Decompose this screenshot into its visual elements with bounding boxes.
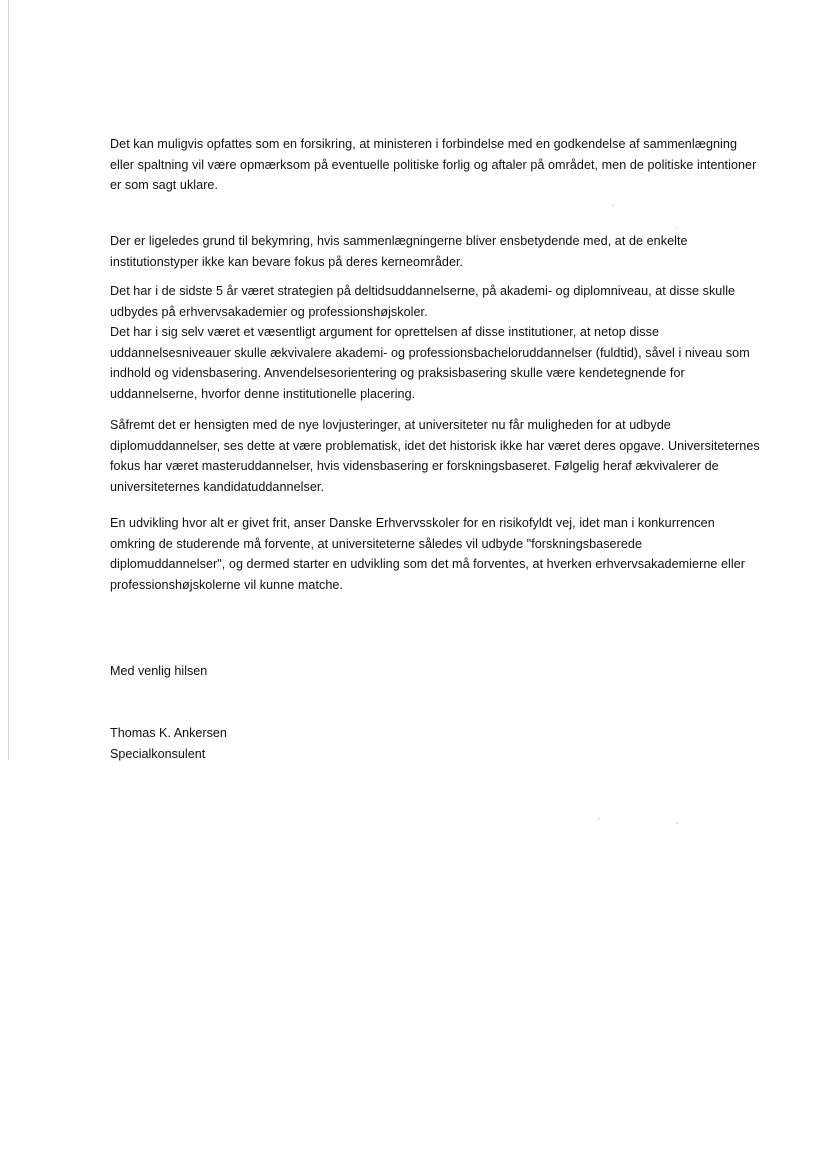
scan-speck	[612, 205, 614, 206]
letter-paragraph-2	[110, 231, 760, 272]
scan-speck	[598, 818, 600, 819]
scan-speck	[676, 227, 678, 228]
paragraph-text: Såfremt det er hensigten med de nye lovjusteringer, at universiteter nu får muligheden for at udbyde diplomuddannelser, ses dette at være problematisk, idet det historisk ikke har været deres opgave. Universiteternes fokus har været masteruddannelser, hvis vidensbasering er forskningsbaseret. Følgelig heraf ækvivalerer de universiteternes kandidatuddannelser.	[110, 418, 760, 494]
letter-paragraph-3	[110, 281, 760, 404]
paragraph-text: Der er ligeledes grund til bekymring, hvis sammenlægningerne bliver ensbetydende med, at de enkelte institutionstyper ikke kan bevare fokus på deres kerneområder.	[110, 234, 688, 269]
scan-speck	[676, 823, 678, 824]
paragraph-text: Det kan muligvis opfattes som en forsikring, at ministeren i forbindelse med en godkendelse af sammenlægning eller spaltning vil være opmærksom på eventuelle politiske forlig og aftaler på området, men de politiske intentioner er som sagt uklare.	[110, 137, 757, 192]
signature-title: Specialkonsulent	[110, 747, 206, 761]
signature-name: Thomas K. Ankersen	[110, 726, 227, 740]
scan-edge-line	[8, 0, 9, 760]
letter-paragraph-1	[110, 134, 760, 196]
paragraph-text: En udvikling hvor alt er givet frit, anser Danske Erhvervsskoler for en risikofyldt vej, idet man i konkurrencen omkring de studerende må forvente, at universiteterne således vil udbyde "forskningsbaserede diplomuddannelser", og dermed starter en udvikling som det må forventes, at hverken erhvervsakademierne eller professionshøjskolerne vil kunne matche.	[110, 516, 746, 592]
letter-paragraph-5	[110, 513, 760, 595]
closing-greeting: Med venlig hilsen	[110, 664, 208, 678]
paragraph-text: Det har i de sidste 5 år været strategien på deltidsuddannelserne, på akademi- og diplomniveau, at disse skulle udbydes på erhvervsakademier og professionshøjskoler. Det har i sig selv været et væsentligt argument for oprettelsen af disse institutioner, at netop disse uddannelsesniveauer skulle ækvivalere akademi- og professionsbacheloruddannelser (fuldtid), såvel i niveau som indhold og vidensbasering. Anvendelsesorientering og praksisbasering skulle være kendetegnende for uddannelserne, hvorfor denne institutionelle placering.	[110, 284, 750, 401]
letter-paragraph-4	[110, 415, 760, 497]
